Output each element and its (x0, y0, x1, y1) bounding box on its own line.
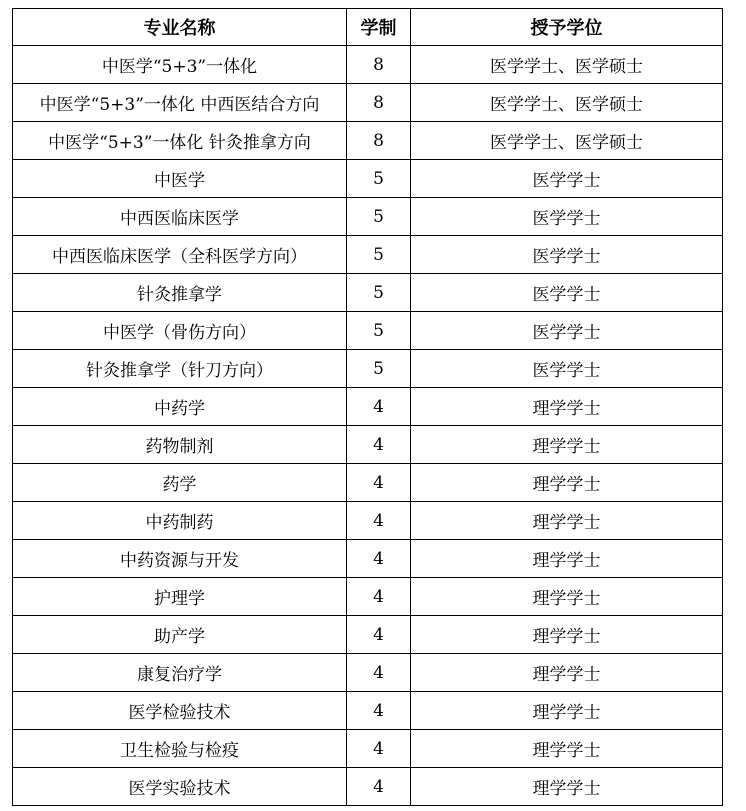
degree-cell: 医学学士 (411, 274, 723, 312)
table-row (13, 84, 723, 122)
degree-cell: 医学学士 (411, 236, 723, 274)
degree-cell: 理学学士 (411, 388, 723, 426)
duration-cell: 5 (347, 350, 411, 388)
degree-cell: 理学学士 (411, 616, 723, 654)
duration-cell: 5 (347, 312, 411, 350)
degree-cell: 理学学士 (411, 768, 723, 806)
duration-cell: 5 (347, 198, 411, 236)
degree-cell: 医学学士、医学硕士 (411, 46, 723, 84)
duration-cell: 4 (347, 692, 411, 730)
duration-cell: 5 (347, 236, 411, 274)
duration-cell: 5 (347, 160, 411, 198)
program-name-cell: 医学检验技术 (13, 692, 347, 730)
program-name-cell: 中医学“5+3”一体化 中西医结合方向 (13, 84, 347, 122)
degree-cell: 理学学士 (411, 654, 723, 692)
program-name-cell: 针灸推拿学（针刀方向） (13, 350, 347, 388)
degree-cell: 理学学士 (411, 464, 723, 502)
program-name-cell: 康复治疗学 (13, 654, 347, 692)
header-program-name: 专业名称 (13, 9, 347, 46)
table-row (13, 46, 723, 84)
degree-cell: 理学学士 (411, 540, 723, 578)
degree-cell: 医学学士 (411, 198, 723, 236)
duration-cell: 4 (347, 768, 411, 806)
degree-cell: 理学学士 (411, 426, 723, 464)
table-row (13, 502, 723, 540)
table-row (13, 236, 723, 274)
program-name-cell: 中药学 (13, 388, 347, 426)
duration-cell: 4 (347, 540, 411, 578)
degree-cell: 医学学士 (411, 160, 723, 198)
table-row (13, 388, 723, 426)
duration-cell: 4 (347, 578, 411, 616)
program-name-cell: 中医学（骨伤方向） (13, 312, 347, 350)
duration-cell: 8 (347, 46, 411, 84)
program-name-cell: 针灸推拿学 (13, 274, 347, 312)
program-name-cell: 药学 (13, 464, 347, 502)
duration-cell: 4 (347, 654, 411, 692)
header-row (13, 9, 723, 46)
degree-cell: 医学学士 (411, 350, 723, 388)
table-row (13, 312, 723, 350)
duration-cell: 4 (347, 616, 411, 654)
duration-cell: 4 (347, 388, 411, 426)
degree-cell: 医学学士、医学硕士 (411, 84, 723, 122)
table-row (13, 578, 723, 616)
program-name-cell: 药物制剂 (13, 426, 347, 464)
header-degree: 授予学位 (411, 9, 723, 46)
program-name-cell: 中药制药 (13, 502, 347, 540)
table-header (13, 9, 723, 46)
degree-cell: 理学学士 (411, 502, 723, 540)
degree-cell: 理学学士 (411, 692, 723, 730)
table-row (13, 768, 723, 806)
program-name-cell: 医学实验技术 (13, 768, 347, 806)
program-name-cell: 中西医临床医学（全科医学方向） (13, 236, 347, 274)
program-name-cell: 中西医临床医学 (13, 198, 347, 236)
program-name-cell: 中医学 (13, 160, 347, 198)
program-name-cell: 卫生检验与检疫 (13, 730, 347, 768)
programs-table (12, 8, 723, 806)
duration-cell: 4 (347, 502, 411, 540)
table-row (13, 540, 723, 578)
duration-cell: 8 (347, 122, 411, 160)
table-row (13, 616, 723, 654)
table-row (13, 122, 723, 160)
table-row (13, 654, 723, 692)
table-row (13, 426, 723, 464)
program-name-cell: 护理学 (13, 578, 347, 616)
program-name-cell: 中医学“5+3”一体化 针灸推拿方向 (13, 122, 347, 160)
table-row (13, 730, 723, 768)
header-duration: 学制 (347, 9, 411, 46)
duration-cell: 4 (347, 730, 411, 768)
degree-cell: 医学学士、医学硕士 (411, 122, 723, 160)
degree-cell: 理学学士 (411, 578, 723, 616)
table-row (13, 692, 723, 730)
table-row (13, 464, 723, 502)
program-name-cell: 中医学“5+3”一体化 (13, 46, 347, 84)
degree-cell: 医学学士 (411, 312, 723, 350)
table-row (13, 274, 723, 312)
duration-cell: 4 (347, 426, 411, 464)
program-name-cell: 助产学 (13, 616, 347, 654)
duration-cell: 4 (347, 464, 411, 502)
table-row (13, 350, 723, 388)
duration-cell: 8 (347, 84, 411, 122)
table-body (13, 46, 723, 806)
table-row (13, 160, 723, 198)
duration-cell: 5 (347, 274, 411, 312)
degree-cell: 理学学士 (411, 730, 723, 768)
program-name-cell: 中药资源与开发 (13, 540, 347, 578)
table-row (13, 198, 723, 236)
